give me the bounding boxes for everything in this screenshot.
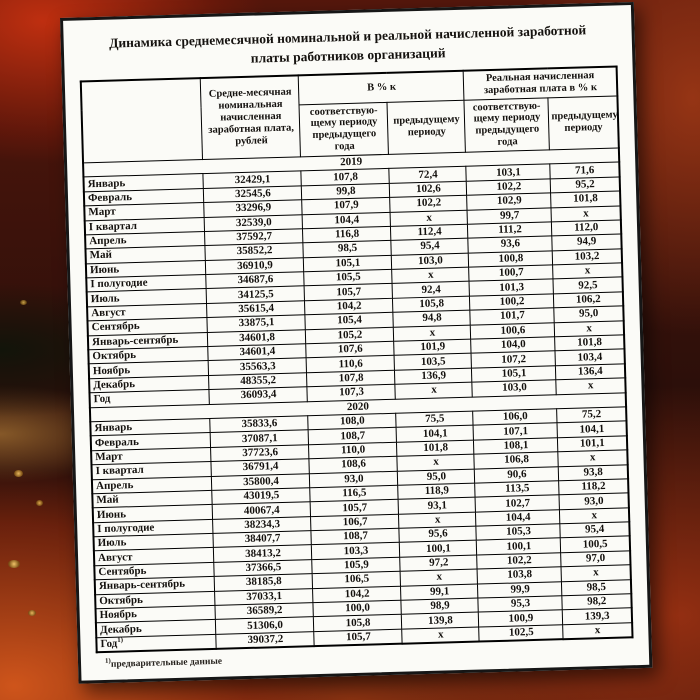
cell-value: 107,2 xyxy=(472,351,556,368)
row-label: I полугодие xyxy=(93,519,213,537)
row-label: Май xyxy=(92,490,212,508)
cell-value: х xyxy=(391,210,468,227)
row-label: Июнь xyxy=(86,260,206,278)
cell-value: х xyxy=(392,267,469,284)
cell-value: 93,0 xyxy=(310,471,398,488)
cell-value: 101,9 xyxy=(394,339,471,356)
cell-value: х xyxy=(551,205,620,221)
cell-value: 104,2 xyxy=(305,298,393,315)
cell-value: 111,2 xyxy=(468,222,552,239)
cell-value: 32429,1 xyxy=(203,171,301,188)
cell-value: 102,2 xyxy=(477,553,561,570)
row-label: Октябрь xyxy=(88,347,208,365)
cell-value: 105,9 xyxy=(312,557,400,574)
cell-value: 99,9 xyxy=(478,581,562,598)
footnote-reference: 1) xyxy=(117,635,124,645)
cell-value: 136,9 xyxy=(395,368,472,385)
row-label: Июль xyxy=(93,534,213,552)
row-label: Февраль xyxy=(84,188,204,206)
cell-value: 32539,0 xyxy=(205,214,303,231)
cell-value: 75,2 xyxy=(557,407,626,423)
cell-value: 107,1 xyxy=(474,423,558,440)
cell-value: 101,8 xyxy=(555,335,624,351)
cell-value: 32545,6 xyxy=(204,186,302,203)
row-label: Март xyxy=(91,447,211,465)
row-label: Июль xyxy=(87,289,207,307)
cell-value: 100,2 xyxy=(470,294,554,311)
cell-value: 94,8 xyxy=(393,310,470,327)
cell-value: 100,6 xyxy=(471,322,555,339)
cell-value: 36791,4 xyxy=(211,459,309,476)
footnote-text: предварительные данные xyxy=(110,656,223,671)
cell-value: х xyxy=(555,321,624,337)
row-label: Январь-сентябрь xyxy=(88,332,208,350)
cell-value: 100,8 xyxy=(469,251,553,268)
cell-value: х xyxy=(401,569,478,586)
row-label: Год$^{1)}$ xyxy=(96,634,216,652)
cell-value: х xyxy=(397,454,474,471)
cell-value: 101,7 xyxy=(470,308,554,325)
cell-value: 100,1 xyxy=(400,541,477,558)
cell-value: 112,4 xyxy=(391,224,468,241)
cell-value: 35833,6 xyxy=(210,416,308,433)
footnote-marker: 1) xyxy=(104,656,111,666)
cell-value: 103,0 xyxy=(472,380,556,397)
cell-value: 98,5 xyxy=(562,579,631,595)
cell-value: 116,8 xyxy=(303,226,391,243)
cell-value: 102,9 xyxy=(467,193,551,210)
cell-value: 104,4 xyxy=(303,212,391,229)
cell-value: 105,8 xyxy=(314,615,402,632)
cell-value: 99,8 xyxy=(302,183,390,200)
cell-value: 37592,7 xyxy=(205,229,303,246)
cell-value: 101,8 xyxy=(397,440,474,457)
cell-value: 108,7 xyxy=(311,528,399,545)
cell-value: 139,8 xyxy=(402,612,479,629)
cell-value: 108,6 xyxy=(309,456,397,473)
cell-value: 38413,2 xyxy=(214,545,312,562)
cell-value: 116,5 xyxy=(310,485,398,502)
cell-value: 35852,2 xyxy=(205,243,303,260)
cell-value: 98,2 xyxy=(562,594,631,610)
cell-value: 93,6 xyxy=(468,236,552,253)
cell-value: 102,2 xyxy=(390,195,467,212)
cell-value: 101,8 xyxy=(551,191,620,207)
cell-value: 37087,1 xyxy=(211,430,309,447)
cell-value: 105,7 xyxy=(305,284,393,301)
cell-value: 139,3 xyxy=(563,608,632,624)
cell-value: 110,0 xyxy=(309,442,397,459)
cell-value: х xyxy=(394,325,471,342)
cell-value: 75,5 xyxy=(396,411,473,428)
cell-value: 102,7 xyxy=(476,495,560,512)
cell-value: 107,8 xyxy=(307,370,395,387)
cell-value: 103,4 xyxy=(555,349,624,365)
cell-value: 104,1 xyxy=(397,425,474,442)
cell-value: 105,7 xyxy=(311,500,399,517)
cell-value: 93,1 xyxy=(399,497,476,514)
header-percent-group: В % к xyxy=(299,71,465,105)
cell-value: 95,6 xyxy=(399,526,476,543)
cell-value: 90,6 xyxy=(475,466,559,483)
cell-value: 106,7 xyxy=(311,514,399,531)
cell-value: 95,0 xyxy=(554,306,623,322)
cell-value: х xyxy=(402,627,479,644)
cell-value: х xyxy=(558,450,627,466)
row-label: Сентябрь xyxy=(87,318,207,336)
cell-value: 36910,9 xyxy=(206,257,304,274)
cell-value: 103,0 xyxy=(392,253,469,270)
cell-value: 93,8 xyxy=(559,464,628,480)
cell-value: 38234,3 xyxy=(213,516,311,533)
header-prev-period-real: предыдущему периоду xyxy=(548,95,618,149)
cell-value: 107,8 xyxy=(301,169,389,186)
row-label: I квартал xyxy=(91,462,211,480)
year-label: 2020 xyxy=(90,392,626,421)
cell-value: 103,5 xyxy=(395,354,472,371)
cell-value: 100,5 xyxy=(561,536,630,552)
cell-value: 100,7 xyxy=(469,265,553,282)
cell-value: 136,4 xyxy=(556,364,625,380)
row-label: Декабрь xyxy=(89,375,209,393)
row-label: Ноябрь xyxy=(95,605,215,623)
gold-speck xyxy=(20,300,27,305)
cell-value: 105,7 xyxy=(314,629,402,646)
cell-value: 99,1 xyxy=(401,584,478,601)
cell-value: 103,8 xyxy=(478,567,562,584)
row-label: Сентябрь xyxy=(94,562,214,580)
cell-value: 92,5 xyxy=(553,277,622,293)
row-label: Декабрь xyxy=(96,620,216,638)
cell-value: х xyxy=(399,512,476,529)
cell-value: 95,4 xyxy=(391,238,468,255)
cell-value: 105,8 xyxy=(393,296,470,313)
cell-value: 43019,5 xyxy=(212,488,310,505)
cell-value: 98,9 xyxy=(401,598,478,615)
table-header xyxy=(81,66,619,163)
row-label: I полугодие xyxy=(86,275,206,293)
row-label: Июнь xyxy=(93,505,213,523)
cell-value: 34601,8 xyxy=(208,329,306,346)
cell-value: 105,3 xyxy=(476,524,560,541)
row-label: Август xyxy=(87,303,207,321)
row-label: Январь xyxy=(83,174,203,192)
cell-value: 36589,2 xyxy=(215,603,313,620)
cell-value: 101,3 xyxy=(470,279,554,296)
cell-value: 35800,4 xyxy=(212,473,310,490)
document-title: Динамика среднемесячной номинальной и реальной начисленной заработной платы работников организаций xyxy=(108,22,587,66)
gold-speck xyxy=(28,610,36,616)
gold-speck xyxy=(8,560,20,568)
gold-speck xyxy=(36,500,43,506)
row-label: Год xyxy=(89,390,209,408)
cell-value: 38407,7 xyxy=(213,531,311,548)
year-label: 2019 xyxy=(83,148,619,177)
cell-value: 106,2 xyxy=(554,292,623,308)
cell-value: 35615,4 xyxy=(207,301,305,318)
header-real-salary-group: Реальная начисленная заработная плата в % к xyxy=(464,66,618,99)
row-label: Январь xyxy=(90,418,210,436)
cell-value: 118,2 xyxy=(559,479,628,495)
cell-value: 98,5 xyxy=(303,241,391,258)
cell-value: 51306,0 xyxy=(216,617,314,634)
cell-value: 95,4 xyxy=(560,522,629,538)
cell-value: 106,0 xyxy=(473,409,557,426)
cell-value: х xyxy=(395,382,472,399)
cell-value: 103,2 xyxy=(553,249,622,265)
cell-value: 104,2 xyxy=(313,586,401,603)
header-same-period-nominal: соответствую-щему периоду предыдущего года xyxy=(299,102,388,157)
header-nominal-salary: Средне-месячная номинальная начисленная заработная плата, рублей xyxy=(201,75,301,159)
cell-value: 102,5 xyxy=(479,625,563,642)
cell-value: 33296,9 xyxy=(204,200,302,217)
cell-value: 40067,4 xyxy=(213,502,311,519)
cell-value: 105,5 xyxy=(304,269,392,286)
cell-value: 107,9 xyxy=(302,197,390,214)
cell-value: 92,4 xyxy=(393,282,470,299)
cell-value: 112,0 xyxy=(552,220,621,236)
cell-value: 105,1 xyxy=(304,255,392,272)
table-body xyxy=(83,148,632,653)
cell-value: 105,1 xyxy=(472,366,556,383)
row-label: Февраль xyxy=(91,433,211,451)
cell-value: 102,2 xyxy=(467,179,551,196)
cell-value: 95,3 xyxy=(478,596,562,613)
cell-value: 104,4 xyxy=(476,509,560,526)
cell-value: 34687,6 xyxy=(206,272,304,289)
cell-value: 103,1 xyxy=(466,164,550,181)
document-page xyxy=(60,2,652,684)
cell-value: 105,4 xyxy=(305,313,393,330)
row-label: Апрель xyxy=(85,231,205,249)
cell-value: 107,3 xyxy=(307,384,395,401)
cell-value: 95,2 xyxy=(551,177,620,193)
cell-value: 93,0 xyxy=(559,493,628,509)
cell-value: 37723,6 xyxy=(211,444,309,461)
cell-value: 108,1 xyxy=(474,438,558,455)
cell-value: х xyxy=(556,378,625,394)
cell-value: 106,8 xyxy=(474,452,558,469)
cell-value: 37366,5 xyxy=(214,560,312,577)
cell-value: 104,1 xyxy=(557,421,626,437)
cell-value: 33875,1 xyxy=(207,315,305,332)
cell-value: 99,7 xyxy=(467,207,551,224)
row-label: Октябрь xyxy=(95,591,215,609)
row-label: Март xyxy=(84,203,204,221)
cell-value: х xyxy=(563,623,632,640)
cell-value: 38185,8 xyxy=(215,574,313,591)
cell-value: 48355,2 xyxy=(209,373,307,390)
row-label: I квартал xyxy=(85,217,205,235)
cell-value: 34601,4 xyxy=(208,344,306,361)
cell-value: 71,6 xyxy=(550,162,619,178)
cell-value: 100,9 xyxy=(479,610,563,627)
cell-value: 95,0 xyxy=(398,469,475,486)
gold-speck xyxy=(14,470,23,477)
cell-value: 35563,3 xyxy=(209,358,307,375)
row-label: Август xyxy=(94,548,214,566)
cell-value: 102,6 xyxy=(390,181,467,198)
cell-value: 37033,1 xyxy=(215,588,313,605)
cell-value: 105,2 xyxy=(306,327,394,344)
cell-value: 97,2 xyxy=(400,555,477,572)
cell-value: 39037,2 xyxy=(216,631,314,649)
cell-value: х xyxy=(553,263,622,279)
cell-value: 97,0 xyxy=(561,551,630,567)
cell-value: 34125,5 xyxy=(207,286,305,303)
cell-value: 118,9 xyxy=(398,483,475,500)
cell-value: 107,6 xyxy=(306,341,394,358)
header-month-column xyxy=(81,78,203,163)
cell-value: 113,5 xyxy=(475,481,559,498)
cell-value: 110,6 xyxy=(307,356,395,373)
cell-value: х xyxy=(562,565,631,581)
cell-value: 104,0 xyxy=(471,337,555,354)
cell-value: 108,7 xyxy=(309,428,397,445)
header-same-period-real: соответствую-щему периоду предыдущего года xyxy=(464,97,549,152)
row-label: Май xyxy=(85,246,205,264)
cell-value: 108,0 xyxy=(308,413,396,430)
cell-value: 103,3 xyxy=(312,543,400,560)
row-label: Ноябрь xyxy=(89,361,209,379)
wage-table xyxy=(80,65,634,653)
cell-value: х xyxy=(560,508,629,524)
cell-value: 100,0 xyxy=(313,600,401,617)
row-label: Апрель xyxy=(92,476,212,494)
cell-value: 94,9 xyxy=(552,234,621,250)
cell-value: 101,1 xyxy=(558,436,627,452)
cell-value: 100,1 xyxy=(477,538,561,555)
header-prev-period-nominal: предыдущему периоду xyxy=(387,100,465,155)
row-label: Январь-сентябрь xyxy=(95,577,215,595)
cell-value: 36093,4 xyxy=(209,387,307,404)
cell-value: 72,4 xyxy=(389,167,466,184)
cell-value: 106,5 xyxy=(313,571,401,588)
